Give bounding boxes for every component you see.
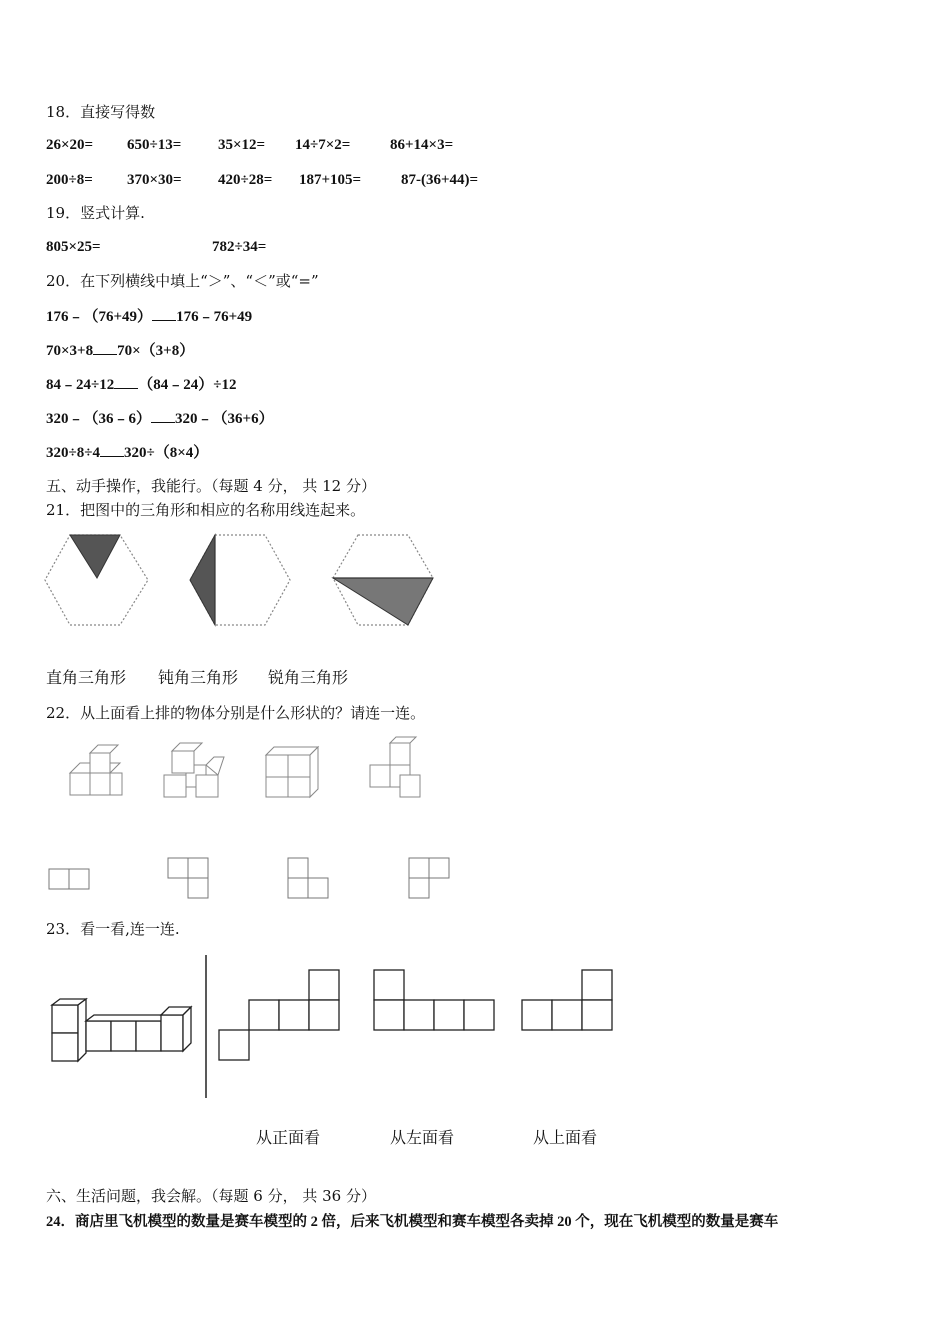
q22-title: 22．从上面看上排的物体分别是什么形状的？请连一连。	[46, 704, 426, 722]
q23-view-shape-1	[219, 970, 339, 1060]
q18-expr: 86+14×3=	[390, 137, 454, 153]
q18-expr: 187+105=	[299, 172, 362, 188]
answer-blank[interactable]	[151, 408, 175, 423]
q21-title: 21．把图中的三角形和相应的名称用线连起来。	[46, 501, 366, 519]
q20-right: 320÷（8×4）	[123, 445, 209, 461]
q18-expr: 650÷13=	[127, 137, 182, 153]
hexagon-3	[333, 535, 433, 625]
q18-expr: 200÷8=	[46, 172, 93, 188]
q21-name-label: 锐角三角形	[268, 668, 349, 687]
q21-hexagon-figures	[40, 530, 460, 630]
q20-right: 320﹣（36+6）	[175, 411, 274, 427]
q20-left: 320÷8÷4	[46, 445, 100, 461]
q20-left: 70×3+8	[46, 343, 94, 359]
q21-name-label: 直角三角形	[46, 668, 127, 687]
q20-comparison	[46, 306, 252, 327]
q21-name-label: 钝角三角形	[158, 668, 239, 687]
answer-blank[interactable]	[100, 442, 124, 457]
q23-cube-solid	[52, 999, 191, 1061]
answer-blank[interactable]	[152, 306, 176, 321]
q22-top-views	[46, 855, 466, 905]
hexagon-2	[190, 535, 290, 625]
top-view-4	[409, 858, 449, 898]
top-view-3	[288, 858, 328, 898]
q19-expr: 805×25=	[46, 239, 101, 255]
q23-view-shape-2	[374, 970, 494, 1030]
q23-view-label: 从左面看	[390, 1128, 455, 1147]
answer-blank[interactable]	[114, 374, 138, 389]
q23-view-label: 从正面看	[256, 1128, 321, 1147]
q20-comparison	[46, 374, 236, 395]
q20-title: 20．在下列横线中填上“＞”、“＜”或“=”	[46, 272, 319, 290]
q18-expr: 26×20=	[46, 137, 94, 153]
q20-left: 176﹣（76+49）	[46, 309, 153, 325]
q18-title: 18．直接写得数	[46, 103, 156, 121]
q23-view-label: 从上面看	[533, 1128, 598, 1147]
section5-title: 五、动手操作，我能行。（每题 4 分， 共 12 分）	[46, 477, 376, 495]
section6-title: 六、生活问题，我会解。（每题 6 分， 共 36 分）	[46, 1187, 376, 1205]
q20-right: 70×（3+8）	[117, 343, 195, 359]
answer-blank[interactable]	[93, 340, 117, 355]
q18-expr: 87-(36+44)=	[401, 172, 479, 188]
cube-object-1	[70, 745, 122, 795]
q18-expr: 420÷28=	[218, 172, 273, 188]
q22-cube-objects	[60, 735, 440, 805]
q18-expr: 14÷7×2=	[295, 137, 351, 153]
top-view-1	[49, 869, 89, 889]
top-view-2	[168, 858, 208, 898]
q23-figures	[46, 955, 626, 1100]
q23-title: 23．看一看,连一连.	[46, 920, 180, 938]
q18-expr: 370×30=	[127, 172, 182, 188]
q24-text: 24．商店里飞机模型的数量是赛车模型的 2 倍，后来飞机模型和赛车模型各卖掉 20 个，现在飞机模型的数量是赛车	[46, 1214, 779, 1230]
cube-object-3	[266, 747, 318, 797]
hexagon-1	[45, 535, 148, 625]
q20-right: （84﹣24）÷12	[138, 377, 237, 393]
q23-view-shape-3	[522, 970, 612, 1030]
cube-object-2	[164, 743, 224, 797]
q20-comparison	[46, 408, 274, 429]
q19-expr: 782÷34=	[212, 239, 267, 255]
q20-left: 84﹣24÷12	[46, 377, 115, 393]
cube-object-4	[370, 737, 420, 797]
q20-comparison	[46, 340, 194, 361]
q18-expr: 35×12=	[218, 137, 266, 153]
q20-right: 176﹣76+49	[176, 309, 253, 325]
q20-comparison	[46, 442, 208, 463]
q19-title: 19．竖式计算.	[46, 204, 145, 222]
q20-left: 320﹣（36﹣6）	[46, 411, 152, 427]
